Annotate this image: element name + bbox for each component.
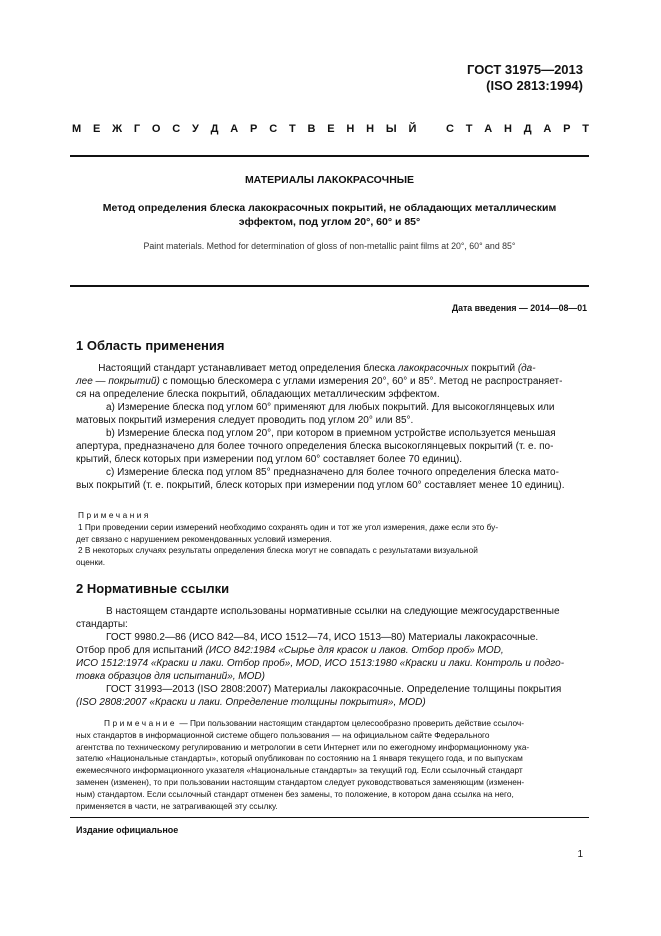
document-subtitle — [70, 201, 589, 229]
paragraph — [76, 375, 582, 388]
banner-letter: Й — [408, 123, 417, 135]
section-2-body — [76, 605, 582, 709]
reference-1-cont — [76, 657, 582, 670]
banner-letter: Н — [366, 123, 375, 135]
list-item-b: b) Измерение блеска под углом 20°, при котором в приемном устройстве используется меньшая — [106, 428, 556, 439]
note-label: Примечание — [104, 718, 178, 728]
iso-number: (ISO 2813:1994) — [486, 78, 583, 93]
section-1-heading: 1 Область применения — [76, 338, 225, 353]
note-line — [76, 718, 582, 730]
banner-letter: С — [445, 123, 454, 135]
banner-letter: Н — [503, 123, 512, 135]
banner-letter: Р — [250, 123, 258, 135]
document-number-block — [467, 62, 583, 94]
text: (ISO 2808:2007 «Краски и лаки. Определение толщины покрытия», MOD) — [76, 697, 426, 708]
text: Отбор проб для испытаний — [76, 645, 206, 656]
banner-letter: В — [307, 123, 316, 135]
section-2-heading: 2 Нормативные ссылки — [76, 581, 230, 596]
note-line: зателю «Национальные стандарты», который опубликован по состоянию на 1 января текущего года, и по выпускам — [76, 753, 523, 764]
text: — При пользовании настоящим стандартом целесообразно проверить действие ссылоч- — [177, 718, 525, 728]
text: товка образцов для испытаний», MOD) — [76, 671, 265, 682]
paragraph — [76, 362, 582, 375]
banner-letter: Г — [133, 123, 141, 135]
banner-letter: Т — [288, 123, 296, 135]
text: с помощью блескомера с углами измерения 20°, 60° и 85°. Метод не распространяет- — [159, 376, 563, 387]
text: покрытий — [468, 363, 518, 374]
banner-letter: М — [72, 123, 82, 135]
effective-date: Дата введения — 2014—08—01 — [451, 303, 587, 313]
header-divider — [70, 155, 589, 157]
banner-letter: С — [172, 123, 181, 135]
list-item-b-cont: апертура, предназначено для более точного определения блеска высокоглянцевых покрытий (т. е. по- — [76, 441, 554, 452]
reference-1-cont — [76, 670, 582, 683]
banner-letter: Н — [346, 123, 355, 135]
document-title: МАТЕРИАЛЫ ЛАКОКРАСОЧНЫЕ — [244, 174, 415, 186]
banner-letter: Т — [465, 123, 473, 135]
text: ГОСТ 9980.2—86 (ИСО 842—84, ИСО 1512—74, ИСО 1513—80) Материалы лакокрасочные. — [106, 632, 539, 643]
text: лее — покрытий) — [76, 376, 160, 387]
text: ГОСТ 31993—2013 (ISO 2808:2007) Материалы лакокрасочные. Определение толщины покрытия — [106, 684, 562, 695]
banner-letter: Ы — [385, 123, 397, 135]
standard-type-banner — [72, 123, 589, 135]
reference-2-cont — [76, 696, 582, 709]
note-line: ным) стандартом. Если ссылочный стандарт отменен без замены, то положение, в котором дана ссылка на него, — [76, 788, 514, 799]
paragraph: ся на определение блеска покрытий, обладающих металлическим эффектом. — [76, 389, 440, 400]
official-edition-label: Издание официальное — [76, 825, 179, 835]
banner-letter: А — [484, 123, 493, 135]
banner-letter: Д — [210, 123, 219, 135]
banner-letter: Т — [582, 123, 589, 135]
list-item-b-cont: крытий, блеск которых при измерении под углом 60° составляет более 70 единиц). — [76, 454, 463, 465]
note-1: 1 При проведении серии измерений необходимо сохранять один и тот же угол измерения, даже если это бу- — [78, 521, 499, 532]
gost-number: ГОСТ 31975—2013 — [467, 62, 583, 77]
footer-divider — [70, 817, 589, 818]
reference-1-cont — [76, 644, 582, 657]
note-2-cont: оценки. — [76, 557, 106, 568]
banner-gap — [428, 123, 434, 135]
text: (да- — [517, 363, 536, 374]
note-line: ных стандартов в информационной системе общего пользования — на официальном сайте Федерального — [76, 729, 490, 740]
banner-letter: У — [192, 123, 199, 135]
reference-1 — [76, 631, 582, 644]
banner-letter: Ж — [112, 123, 123, 135]
text: Настоящий стандарт устанавливает метод определения блеска — [98, 363, 398, 374]
text: В настоящем стандарте использованы нормативные ссылки на следующие межгосударственные — [106, 606, 560, 617]
list-item-c: с) Измерение блеска под углом 85° предназначено для более точного определения блеска мато- — [106, 467, 559, 478]
banner-letter: А — [230, 123, 239, 135]
paragraph — [76, 605, 582, 618]
notes-label: Примечания — [78, 510, 151, 520]
note-line: агентства по техническому регулированию и метрологии в сети Интернет или по ежегодному информационному ука- — [76, 741, 530, 752]
banner-letter: А — [543, 123, 552, 135]
list-item-a-cont: матовых покрытий измерения следует проводить под углом 20° или 85°. — [76, 415, 414, 426]
banner-letter: Д — [523, 123, 532, 135]
note-1-cont: дет связано с нарушением рекомендованных условий измерения. — [76, 533, 332, 544]
section-1-notes — [76, 510, 582, 569]
section-2-note — [76, 718, 582, 812]
page-number: 1 — [577, 849, 583, 860]
list-item-a: а) Измерение блеска под углом 60° применяют для любых покрытий. Для высокоглянцевых или — [106, 402, 555, 413]
note-line: применяется в части, не затрагивающей эту ссылку. — [76, 800, 278, 811]
text: (ИСО 842:1984 «Сырье для красок и лаков. Отбор проб» MOD, — [205, 645, 504, 656]
subtitle-line: эффектом, под углом 20°, 60° и 85° — [238, 216, 421, 228]
paragraph: стандарты: — [76, 619, 128, 630]
note-line: ежемесячного информационного указателя «Национальные стандарты» за текущий год. Если ссылочный стандарт — [76, 765, 523, 776]
subtitle-line: Метод определения блеска лакокрасочных покрытий, не обладающих металлическим — [102, 202, 557, 214]
banner-letter: О — [151, 123, 161, 135]
text: ИСО 1512:1974 «Краски и лаки. Отбор проб», MOD, ИСО 1513:1980 «Краски и лаки. Контроль и подго- — [76, 658, 565, 669]
banner-letter: Е — [327, 123, 335, 135]
title-divider — [70, 285, 589, 287]
text — [76, 363, 98, 374]
note-2: 2 В некоторых случаях результаты определения блеска могут не совпадать с результатами визуальной — [78, 545, 478, 556]
english-title: Paint materials. Method for determination of gloss of non-metallic paint films at 20°, 60° and 85° — [143, 241, 516, 251]
banner-letter: С — [269, 123, 278, 135]
text: лакокрасочных — [397, 363, 469, 374]
section-1-body — [76, 362, 582, 492]
banner-letter: Р — [563, 123, 571, 135]
list-item-c-cont: вых покрытий (т. е. покрытий, блеск которых при измерении под углом 60° составляет менее 10 единиц). — [76, 480, 565, 491]
banner-letter: Е — [92, 123, 101, 135]
note-line: заменен (изменен), то при пользовании настоящим стандартом следует руководствоваться заменяющим (изменен- — [76, 776, 525, 787]
reference-2 — [76, 683, 582, 696]
